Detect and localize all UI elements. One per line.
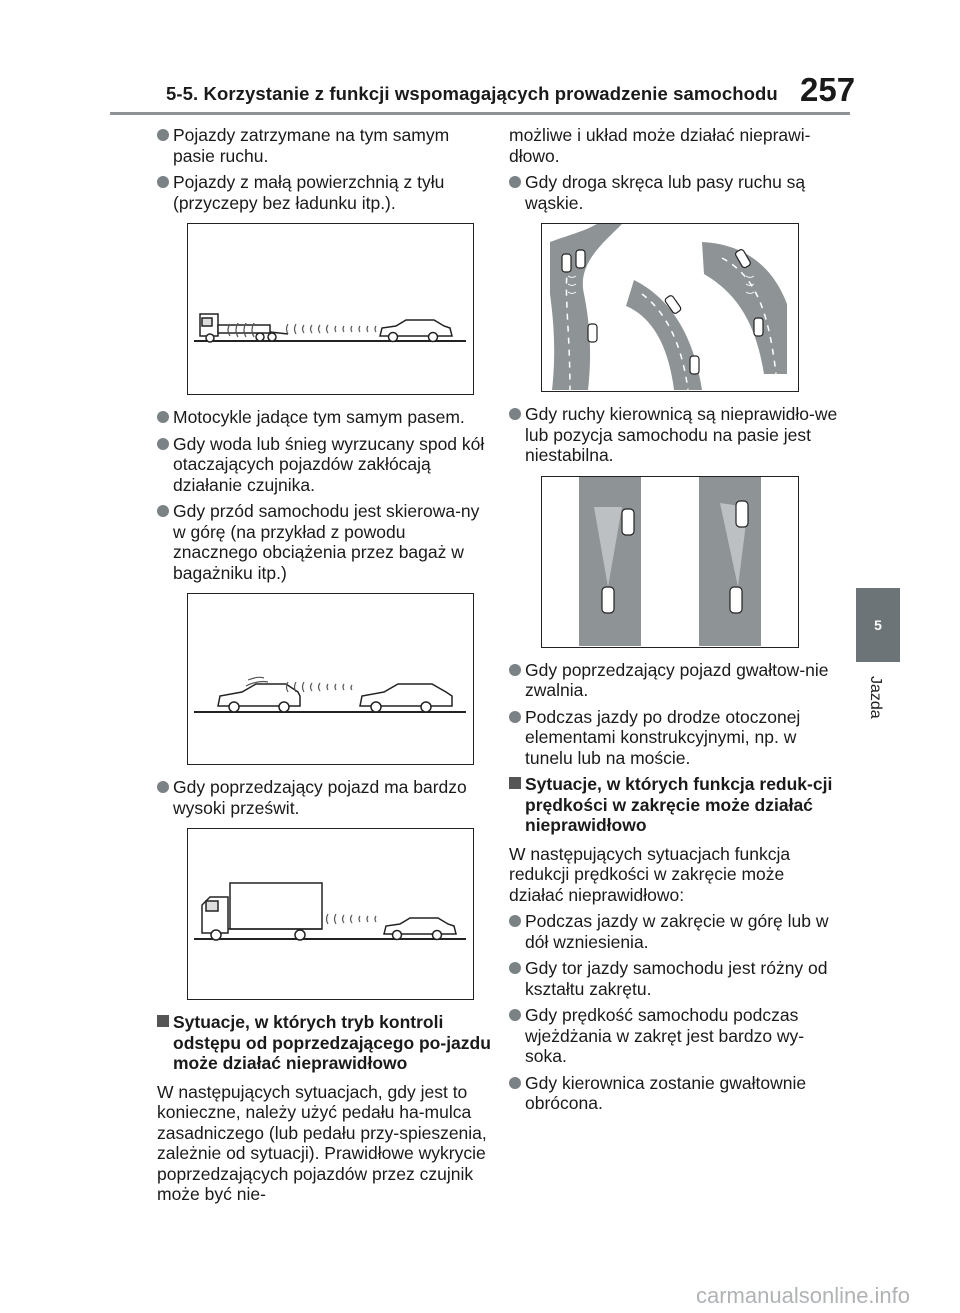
trailer-illustration <box>188 224 472 393</box>
watermark: carmanualsonline.info <box>696 1283 911 1308</box>
list-item: Gdy poprzedzający pojazd gwałtow-nie zwalnia. <box>509 660 839 701</box>
page-number: 257 <box>800 71 856 108</box>
list-item: Gdy tor jazdy samochodu jest różny od kształtu zakrętu. <box>509 958 839 999</box>
subheading: Sytuacje, w których tryb kontroli odstępu od poprzedzającego po-jazdu może działać nieprawidłowo <box>157 1012 492 1074</box>
truck-illustration <box>188 829 472 998</box>
list-item: Podczas jazdy po drodze otoczonej elementami konstrukcyjnymi, np. w tunelu lub na moście. <box>509 707 839 769</box>
lane-position-illustration <box>542 477 797 646</box>
list-item: Gdy ruchy kierownicą są nieprawidło-we lub pozycja samochodu na pasie jest niestabilna. <box>509 404 839 466</box>
list-item: Gdy poprzedzający pojazd ma bardzo wysoki prześwit. <box>157 777 492 818</box>
figure-lane-position <box>541 476 799 648</box>
list-item: Pojazdy z małą powierzchnią z tyłu (przyczepy bez ładunku itp.). <box>157 172 492 213</box>
list-item: Gdy droga skręca lub pasy ruchu są wąskie. <box>509 172 839 213</box>
list-item: Gdy kierownica zostanie gwałtownie obrócona. <box>509 1073 839 1114</box>
paragraph: W następujących sytuacjach, gdy jest to konieczne, należy użyć pedału ha-mulca zasadniczego (lub pedału przy-spieszenia, zależnie od sytuacji). Prawidłowe wykrycie poprzedzających pojazdów przez czujnik może być nie- <box>157 1081 487 1204</box>
section-title: 5-5. Korzystanie z funkcji wspomagających prowadzenie samochodu <box>166 83 778 104</box>
list-item: Motocykle jadące tym samym pasem. <box>157 407 492 428</box>
nose-up-illustration <box>188 594 472 763</box>
figure-trailer <box>187 223 474 395</box>
figure-nose-up <box>187 593 474 765</box>
list-item: Pojazdy zatrzymane na tym samym pasie ruchu. <box>157 125 492 166</box>
chapter-name: Jazda <box>867 676 884 719</box>
left-column <box>157 125 492 1211</box>
subheading: Sytuacje, w których funkcja reduk-cji prędkości w zakręcie może działać nieprawidłowo <box>509 774 839 836</box>
list-item: Gdy przód samochodu jest skierowa-ny w górę (na przykład z powodu znacznego obciążenia przez bagaż w bagażniku itp.) <box>157 501 492 583</box>
paragraph: W następujących sytuacjach funkcja redukcji prędkości w zakręcie może działać nieprawidłowo: <box>509 843 791 905</box>
list-item: Podczas jazdy w zakręcie w górę lub w dół wzniesienia. <box>509 911 839 952</box>
list-item: Gdy woda lub śnieg wyrzucany spod kół otaczających pojazdów zakłócają działanie czujnika. <box>157 434 492 496</box>
chapter-tab[interactable]: 5 <box>856 588 900 662</box>
figure-high-clearance <box>187 828 474 1000</box>
figure-curves <box>541 223 799 392</box>
curves-illustration <box>542 224 797 390</box>
list-item: Gdy prędkość samochodu podczas wjeżdżania w zakręt jest bardzo wy-soka. <box>509 1005 839 1067</box>
continued-text: możliwe i układ może działać nieprawi-dłowo. <box>509 125 811 166</box>
right-column <box>509 125 839 1120</box>
header-divider <box>110 112 850 115</box>
